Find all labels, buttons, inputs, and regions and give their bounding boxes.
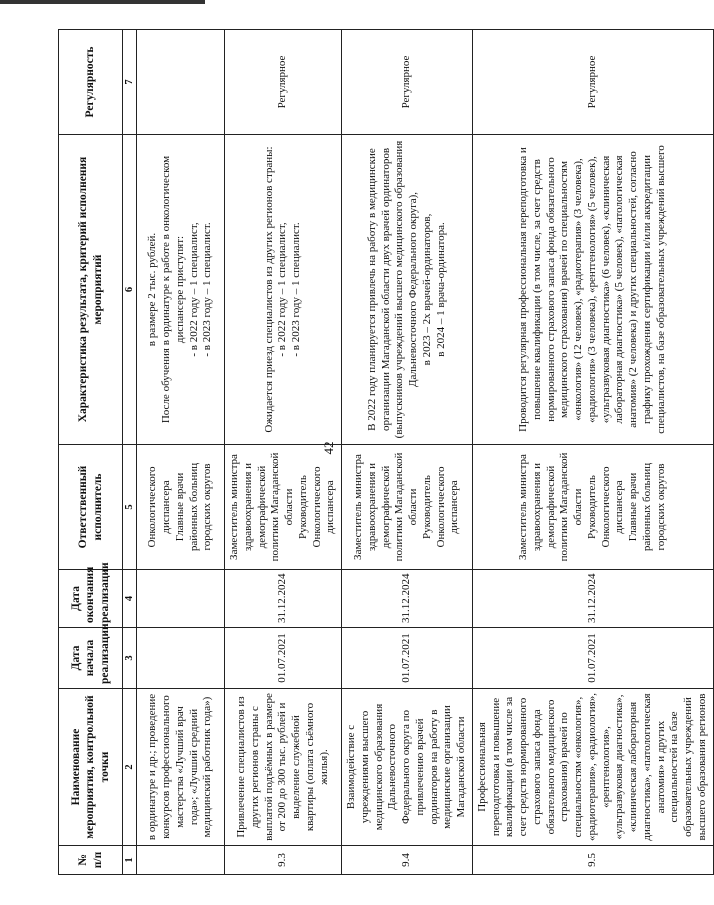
col-number: 7	[123, 30, 137, 135]
row-result: В 2022 году планируется привлечь на работу в медицинские организации Магаданской области двух врачей ординаторов (выпускников учреждений высшего медицинского образования Дальневосточного Федерального округа), в 2023 – 2х врачей-ординаторов, в 2024 – 1 врача-ординатора.	[342, 135, 473, 445]
col-number: 2	[123, 689, 137, 846]
row-end	[137, 570, 225, 628]
header-num: № п/п	[59, 846, 123, 875]
row-start: 01.07.2021	[225, 628, 342, 689]
table-row	[225, 30, 342, 875]
row-num: 9.4	[342, 846, 473, 875]
column-number-row	[123, 30, 137, 875]
row-start	[137, 628, 225, 689]
col-number: 3	[123, 628, 137, 689]
header-row	[59, 30, 123, 875]
header-start: Дата начала реализации	[59, 628, 123, 689]
header-end: Дата окончания реализации	[59, 570, 123, 628]
row-result: Ожидается приезд специалистов из других регионов страны: - в 2022 году – 1 специалист, - в 2023 году – 1 специалист.	[225, 135, 342, 445]
row-responsible: Заместитель министра здравоохранения и демографической политики Магаданской области Руководитель Онкологического диспансера Главные врачи районных больниц городских округов	[472, 445, 713, 570]
row-num: 9.5	[472, 846, 713, 875]
row-start: 01.07.2021	[472, 628, 713, 689]
col-number: 1	[123, 846, 137, 875]
table-row	[342, 30, 473, 875]
header-name: Наименование мероприятия, контрольной точки	[59, 689, 123, 846]
row-responsible: Заместитель министра здравоохранения и демографической политики Магаданской области Руководитель Онкологического диспансера	[342, 445, 473, 570]
row-regularity: Регулярное	[472, 30, 713, 135]
top-border-line	[0, 0, 205, 4]
row-num: 9.3	[225, 846, 342, 875]
measures-table	[58, 29, 714, 875]
header-responsible: Ответственный исполнитель	[59, 445, 123, 570]
document-table-wrapper	[58, 30, 708, 875]
row-name: в ординатуре и др.; проведение конкурсов профессионального мастерства «Лучший врач года»; «Лучший средний медицинский работник года»)	[137, 689, 225, 846]
row-end: 31.12.2024	[342, 570, 473, 628]
header-regularity: Регулярность	[59, 30, 123, 135]
col-number: 5	[123, 445, 137, 570]
col-number: 6	[123, 135, 137, 445]
row-end: 31.12.2024	[472, 570, 713, 628]
row-end: 31.12.2024	[225, 570, 342, 628]
row-responsible: Заместитель министра здравоохранения и демографической политики Магаданской области Руководитель Онкологического диспансера	[225, 445, 342, 570]
row-result: в размере 2 тыс. рублей. После обучения в ординатуре к работе в онкологическом диспансере приступят: - в 2022 году – 1 специалист, - в 2023 году – 1 специалист.	[137, 135, 225, 445]
row-regularity: Регулярное	[342, 30, 473, 135]
row-result: Проводится регулярная профессиональная переподготовка и повышение квалификации (в том числе, за счет средств нормированного страхового запаса фонда обязательного медицинского страхования) врачей по специальностям «онкология» (12 человек), «радиотерапия» (3 человека), «радиология» (3 человека), «рентгенология» (5 человек), «ультразвуковая диагностика» (6 человек), «клиническая лабораторная диагностика» (5 человек), «патологическая анатомия» (2 человека) и других специальностей, согласно графику прохождения сертификации и/или аккредитации специалистов, на базе образовательных учреждений высшего	[472, 135, 713, 445]
header-result: Характеристика результата, критерий исполнения мероприятий	[59, 135, 123, 445]
row-num	[137, 846, 225, 875]
row-start: 01.07.2021	[342, 628, 473, 689]
table-row	[137, 30, 225, 875]
table-row	[472, 30, 713, 875]
row-name: Привлечение специалистов из других регионов страны с выплатой подъёмных в размере от 200 до 300 тыс. рублей и выделение служебной квартиры (оплата съёмного жилья).	[225, 689, 342, 846]
row-name: Взаимодействие с учреждениями высшего медицинского образования Дальневосточного Федерального округа по привлечению врачей ординаторов на работу в медицинские организации Магаданской области	[342, 689, 473, 846]
row-regularity: Регулярное	[225, 30, 342, 135]
row-name: Профессиональная переподготовка и повышение квалификации (в том числе за счет средств нормированного страхового запаса фонда обязательного медицинского страхования) врачей по специальностям «онкология», «радиотерапия», «радиология», «рентгенология», «ультразвуковая диагностика», «клиническая лабораторная диагностика», «патологическая анатомия» и других специальностей на базе образовательных учреждений высшего образования регионов	[472, 689, 713, 846]
page-number: 42	[321, 441, 336, 455]
row-regularity	[137, 30, 225, 135]
row-responsible: Онкологического диспансера Главные врачи районных больниц городских округов	[137, 445, 225, 570]
col-number: 4	[123, 570, 137, 628]
